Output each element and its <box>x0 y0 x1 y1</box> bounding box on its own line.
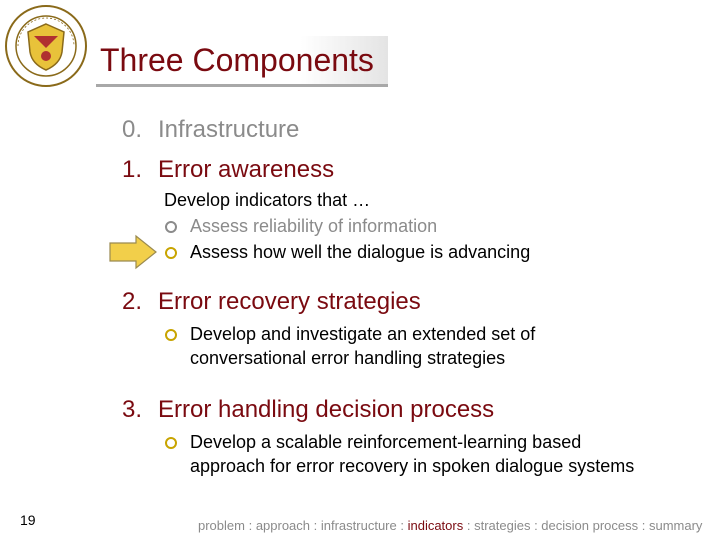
recovery-bullet-line1: Develop and investigate an extended set of <box>190 324 536 344</box>
footer-separator: : <box>396 518 408 533</box>
decision-bullet-line1: Develop a scalable reinforcement-learning based <box>190 432 582 452</box>
circle-bullet-icon <box>165 247 177 259</box>
item-number: 3. <box>122 396 143 423</box>
footer-item-strategies[interactable]: strategies <box>474 518 531 533</box>
item-number: 0. <box>122 116 143 143</box>
footer-item-decision-process[interactable]: decision process <box>541 518 639 533</box>
item-error-recovery: Error recovery strategies <box>158 288 421 315</box>
footer-separator: : <box>463 518 475 533</box>
item-decision-process: Error handling decision process <box>158 396 495 423</box>
footer-separator: : <box>244 518 256 533</box>
recovery-bullet-line2: conversational error handling strategies <box>190 348 506 368</box>
footer-item-approach[interactable]: approach <box>255 518 311 533</box>
awareness-bullet-current: Assess how well the dialogue is advancing <box>190 242 531 262</box>
footer-item-problem[interactable]: problem <box>198 518 245 533</box>
awareness-bullet: Assess reliability of information <box>190 216 438 236</box>
circle-bullet-icon <box>165 221 177 233</box>
item-error-awareness: Error awareness <box>158 156 335 183</box>
slide-title: Three Components <box>100 42 374 78</box>
footer-separator: : <box>310 518 321 533</box>
footer-item-indicators[interactable]: indicators <box>407 518 464 533</box>
item-number: 1. <box>122 156 143 183</box>
page-number: 19 <box>20 512 36 528</box>
footer-item-infrastructure[interactable]: infrastructure <box>320 518 397 533</box>
footer-navigation <box>198 518 702 533</box>
awareness-intro: Develop indicators that … <box>164 190 371 210</box>
footer-item-summary[interactable]: summary <box>648 518 703 533</box>
item-infrastructure: Infrastructure <box>158 116 300 143</box>
item-number: 2. <box>122 288 143 315</box>
footer-separator: : <box>530 518 542 533</box>
circle-bullet-icon <box>165 437 177 449</box>
right-arrow-icon <box>108 234 158 270</box>
university-seal-icon <box>4 4 88 88</box>
decision-bullet-line2: approach for error recovery in spoken dialogue systems <box>190 456 635 476</box>
circle-bullet-icon <box>165 329 177 341</box>
footer-separator: : <box>638 518 649 533</box>
